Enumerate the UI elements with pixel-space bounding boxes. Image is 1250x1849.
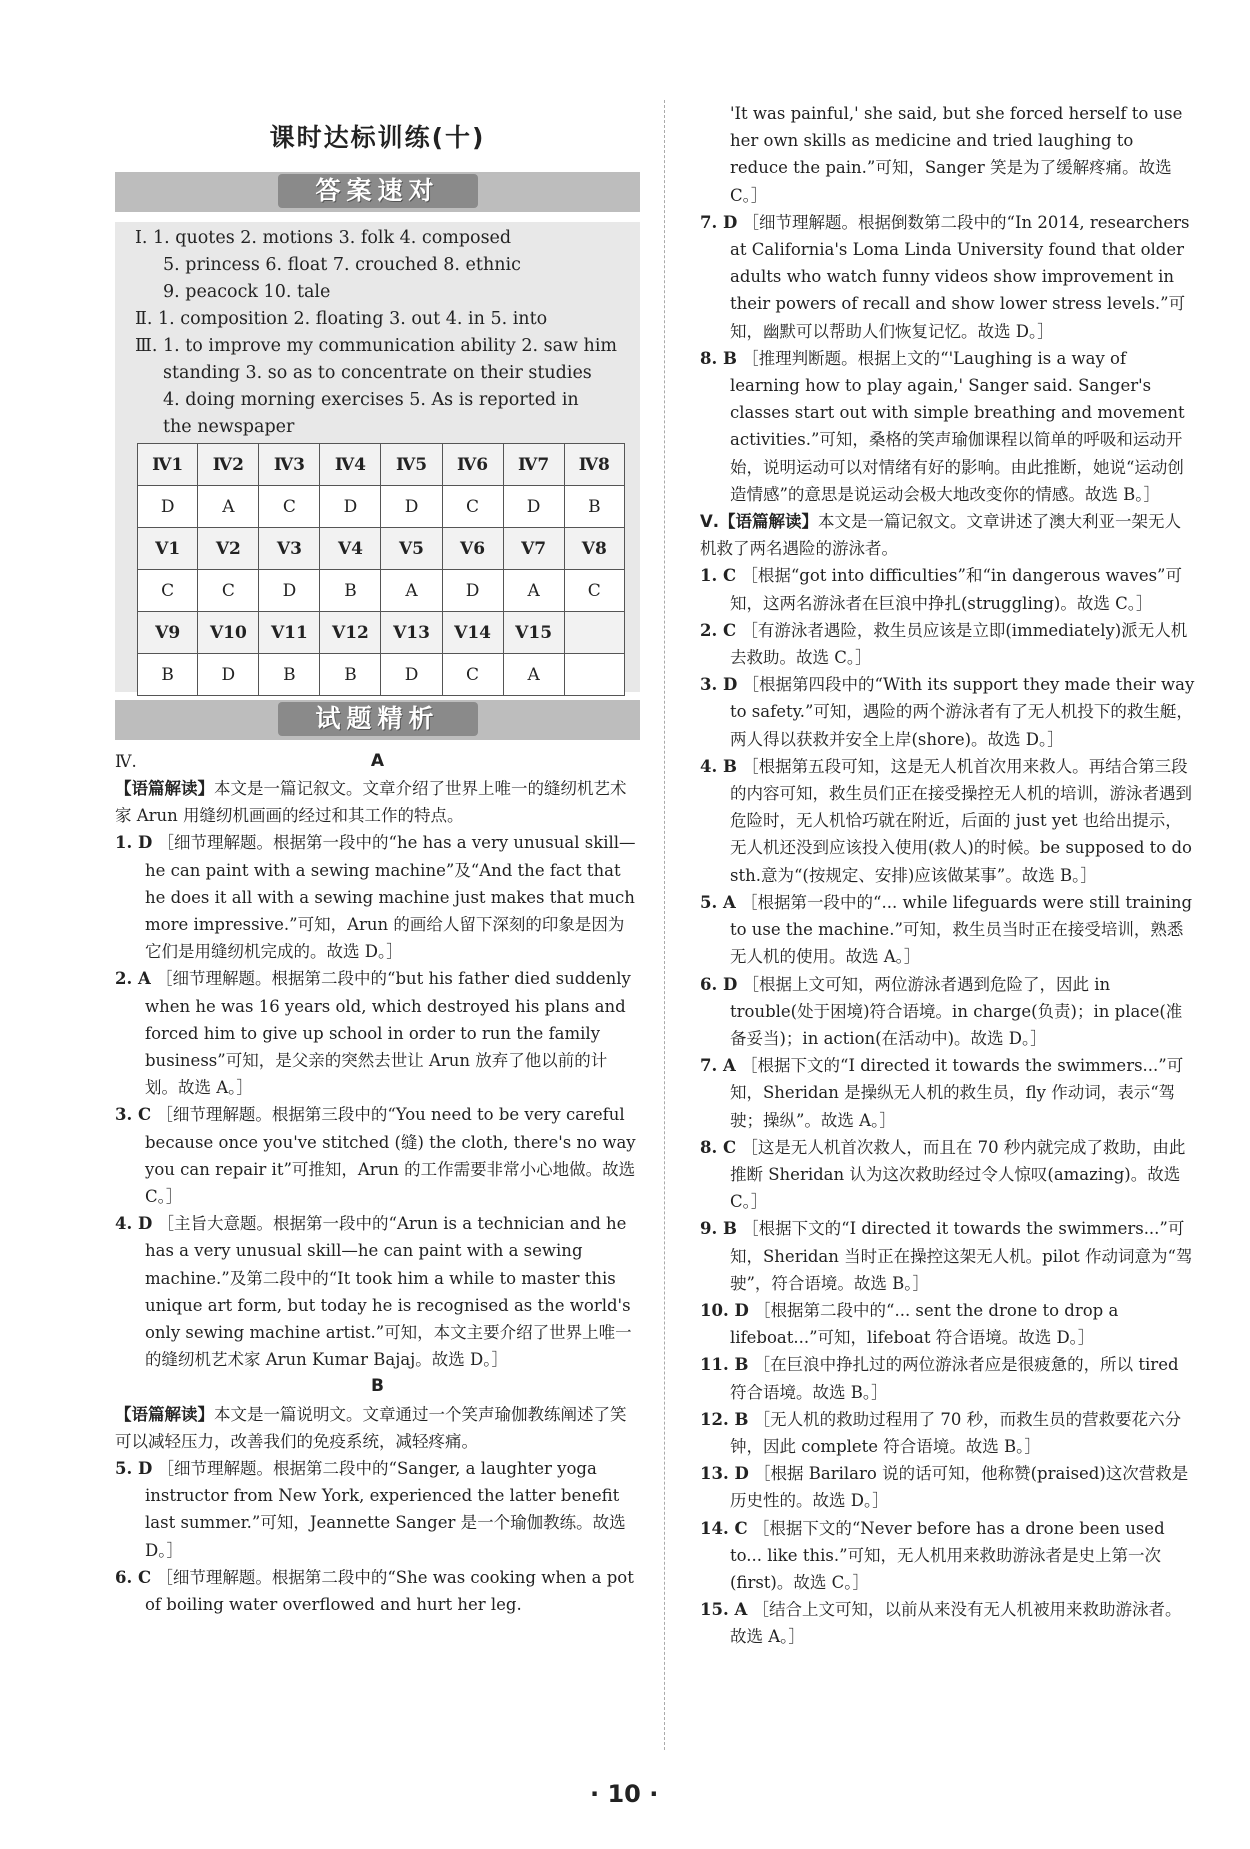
answer-item (700, 1297, 1195, 1351)
passage-b-intro: 【语篇解读】本文是一篇说明文。文章通过一个笑声瑜伽教练阐述了笑可以减轻压力，改善我们的免疫系统，减轻疼痛。 (115, 1404, 627, 1451)
section5-intro: Ⅴ.【语篇解读】本文是一篇记叙文。文章讲述了澳大利亚一架无人机救了两名遇险的游泳者。 (700, 512, 1182, 559)
item-number: 2. A (115, 969, 151, 989)
page-number: · 10 · (590, 1780, 659, 1808)
item-text: ［根据第四段中的“With its support they made their way to safety.”可知，遇险的两个游泳者有了无人机投下的救生艇，两人得以获救并安全上岸(shore)。故选 D。］ (730, 675, 1195, 749)
item-text: ［根据下文的“Never before has a drone been used to... like this.”可知，无人机用来救助游泳者是史上第一次(first)。故选 C。］ (730, 1518, 1165, 1592)
grid-header-row (138, 612, 625, 654)
grid-cell: A (198, 486, 259, 528)
item-number: 7. D (700, 212, 738, 232)
item-number: 15. A (700, 1600, 748, 1620)
grid-cell: Ⅴ4 (320, 528, 381, 570)
grid-cell: Ⅳ2 (198, 444, 259, 486)
grid-cell: D (381, 654, 442, 696)
answers-banner-label: 答案速对 (278, 174, 478, 208)
grid-cell: A (503, 570, 564, 612)
answer-item (700, 1515, 1195, 1597)
passage-a-intro: 【语篇解读】本文是一篇记叙文。文章介绍了世界上唯一的缝纫机艺术家 Arun 用缝纫机画画的经过和其工作的特点。 (115, 779, 627, 826)
grid-cell: C (259, 486, 320, 528)
answer-line: 9. peacock 10. tale (163, 282, 331, 302)
item-number: 5. D (115, 1459, 153, 1479)
item-text: ［细节理解题。根据第一段中的“he has a very unusual skill—he can paint with a sewing machine”及“And the fact that he does it all with a sewing machine just makes that much more impressive.”可知，Arun 的画给人留下深刻的印象是因为它们是用缝纫机完成的。故选 D。］ (145, 833, 636, 962)
item-number: 3. C (115, 1105, 152, 1125)
grid-cell: Ⅴ8 (564, 528, 624, 570)
grid-cell: C (564, 570, 624, 612)
item-text: ［根据第二段中的“... sent the drone to drop a lifeboat...”可知，lifeboat 符合语境。故选 D。］ (730, 1300, 1119, 1348)
passage-a-label: A (370, 751, 385, 771)
grid-header-row (138, 444, 625, 486)
answers-banner (115, 172, 640, 212)
grid-cell: Ⅳ4 (320, 444, 381, 486)
answer-item (115, 829, 640, 965)
answer-item (115, 965, 640, 1101)
answer-item (700, 971, 1195, 1053)
grid-cell: B (138, 654, 198, 696)
grid-cell: Ⅳ7 (503, 444, 564, 486)
page-title: 课时达标训练(十) (269, 123, 486, 152)
answer-line: standing 3. so as to concentrate on their studies (163, 363, 592, 383)
answer-item (700, 889, 1195, 971)
grid-cell: Ⅳ5 (381, 444, 442, 486)
grid-cell: D (442, 570, 503, 612)
grid-answer-row (138, 654, 625, 696)
grid-cell: C (198, 570, 259, 612)
grid-cell: Ⅴ15 (503, 612, 564, 654)
grid-cell: Ⅴ13 (381, 612, 442, 654)
right-column (700, 100, 1195, 1651)
grid-cell: Ⅴ3 (259, 528, 320, 570)
item-number: 1. D (115, 833, 153, 853)
grid-cell: Ⅴ10 (198, 612, 259, 654)
grid-cell: D (381, 486, 442, 528)
grid-cell: D (503, 486, 564, 528)
item-text: ［根据第五段可知，这是无人机首次用来救人。再结合第三段的内容可知，救生员们正在接受操控无人机的培训，游泳者遇到危险时，无人机恰巧就在附近，后面的 just yet 也给出提示，无人机还没到应该投入使用(救人)的时候。be supposed to do sth.意为“(按规定、安排)应该做某事”。故选 B。］ (730, 756, 1192, 885)
answer-line: Ⅲ. 1. to improve my communication ability 2. saw him (135, 336, 618, 356)
answer-item (700, 1460, 1195, 1514)
grid-cell: D (259, 570, 320, 612)
section-label: Ⅳ. (115, 752, 137, 771)
answer-line: Ⅱ. 1. composition 2. floating 3. out 4. in 5. into (135, 309, 548, 329)
grid-cell: D (138, 486, 198, 528)
item-number: 6. D (700, 974, 738, 994)
answer-item (700, 562, 1195, 616)
item-number: 4. D (115, 1214, 153, 1234)
item-number: 5. A (700, 892, 736, 912)
item-text: ［细节理解题。根据第三段中的“You need to be very careful because once you've stitched (缝) the cloth, there's no way you can repair it”可推知，Arun 的工作需要非常小心地做。故选 C。］ (145, 1105, 636, 1207)
grid-cell: Ⅴ9 (138, 612, 198, 654)
item-text: ［根据 Barilaro 说的话可知，他称赞(praised)这次营救是历史性的。故选 D。］ (730, 1464, 1189, 1511)
answer-item (700, 617, 1195, 671)
grid-cell: Ⅴ6 (442, 528, 503, 570)
grid-cell (564, 654, 624, 696)
item-number: 7. A (700, 1056, 736, 1076)
grid-cell: Ⅳ6 (442, 444, 503, 486)
column-divider (664, 100, 665, 1750)
grid-cell: Ⅳ1 (138, 444, 198, 486)
item-text: ［有游泳者遇险，救生员应该是立即(immediately)派无人机去救助。故选 C。］ (730, 620, 1188, 668)
analysis-banner-label: 试题精析 (278, 702, 478, 736)
grid-cell: A (381, 570, 442, 612)
answer-grid (137, 443, 625, 696)
item-text: ［这是无人机首次救人，而且在 70 秒内就完成了救助，由此推断 Sheridan 认为这次救助经过令人惊叹(amazing)。故选 C。］ (730, 1137, 1186, 1212)
item-number: 12. B (700, 1409, 749, 1429)
grid-cell: A (503, 654, 564, 696)
grid-cell: Ⅴ11 (259, 612, 320, 654)
answer-item (700, 1215, 1195, 1297)
item-number: 9. B (700, 1219, 737, 1239)
grid-cell: Ⅳ8 (564, 444, 624, 486)
left-column (115, 748, 640, 1618)
grid-cell: Ⅴ12 (320, 612, 381, 654)
item-number: 2. C (700, 620, 737, 640)
item-number: 3. D (700, 675, 738, 695)
item-text: ［主旨大意题。根据第一段中的“Arun is a technician and he has a very unusual skill—he can paint with a sewing machine.”及第二段中的“It took him a while to master this unique art form, but today he is recognised as the world's only sewing machine artist.”可知，本文主要介绍了世界上唯一的缝纫机艺术家 Arun Kumar Bajaj。故选 D。］ (145, 1214, 632, 1370)
item-number: 1. C (700, 566, 737, 586)
answer-item (700, 1351, 1195, 1405)
item-number: 4. B (700, 756, 737, 776)
item-text: ［结合上文可知，以前从来没有无人机被用来救助游泳者。故选 A。］ (730, 1600, 1182, 1647)
grid-cell: Ⅴ14 (442, 612, 503, 654)
grid-cell: D (198, 654, 259, 696)
answer-item (700, 345, 1195, 508)
answer-item (700, 671, 1195, 753)
item-number: 10. D (700, 1300, 749, 1320)
grid-cell: B (320, 654, 381, 696)
item-number: 13. D (700, 1464, 749, 1484)
item-text: ［根据下文的“I directed it towards the swimmers...”可知，Sheridan 当时正在操控这架无人机。pilot 作动词意为“驾驶”，符合语境。故选 B。］ (730, 1219, 1193, 1293)
item-text: ［细节理解题。根据倒数第二段中的“In 2014, researchers at California's Loma Linda University found that older adults who watch funny videos show improvement in their powers of recall and show lower stress levels.”可知，幽默可以帮助人们恢复记忆。故选 D。］ (730, 212, 1190, 341)
continuation-text: 'It was painful,' she said, but she forced herself to use her own skills as medicine and tried laughing to reduce the pain.”可知，Sanger 笑是为了缓解疼痛。故选 C。］ (730, 104, 1183, 205)
item-text: ［根据“got into difficulties”和“in dangerous waves”可知，这两名游泳者在巨浪中挣扎(struggling)。故选 C。］ (730, 566, 1182, 613)
grid-header-row (138, 528, 625, 570)
grid-cell: Ⅴ1 (138, 528, 198, 570)
item-number: 6. C (115, 1567, 152, 1587)
grid-cell: Ⅴ2 (198, 528, 259, 570)
item-text: ［推理判断题。根据上文的“'Laughing is a way of learning how to play again,' Sanger said. Sanger's classes start out with simple breathing and movement activities.”可知，桑格的笑声瑜伽课程以简单的呼吸和运动开始，说明运动可以对情绪有好的影响。由此推断，她说“运动创造情感”的意思是说运动会极大地改变你的情感。故选 B。］ (730, 348, 1185, 504)
grid-cell: Ⅴ7 (503, 528, 564, 570)
grid-cell (564, 612, 624, 654)
answer-item (700, 1052, 1195, 1134)
item-number: 8. C (700, 1137, 737, 1157)
answer-item (115, 1210, 640, 1373)
grid-cell: D (320, 486, 381, 528)
answer-item (115, 1101, 640, 1210)
grid-cell: B (320, 570, 381, 612)
grid-answer-row (138, 570, 625, 612)
answer-item (115, 1564, 640, 1618)
grid-cell: Ⅴ5 (381, 528, 442, 570)
grid-cell: C (138, 570, 198, 612)
item-text: ［细节理解题。根据第二段中的“Sanger, a laughter yoga instructor from New York, experienced the latter benefit last summer.”可知，Jeannette Sanger 是一个瑜伽教练。故选 D。］ (145, 1459, 626, 1560)
answer-item (700, 753, 1195, 889)
grid-cell: Ⅳ3 (259, 444, 320, 486)
item-text: ［细节理解题。根据第二段中的“but his father died suddenly when he was 16 years old, which destroyed his plans and forced him to give up school in order to run the family business”可知，是父亲的突然去世让 Arun 放弃了他以前的计划。故选 A。］ (145, 969, 631, 1098)
answer-line: the newspaper (163, 417, 295, 437)
answer-line: 5. princess 6. float 7. crouched 8. ethnic (163, 255, 521, 275)
item-text: ［根据第一段中的“... while lifeguards were still training to use the machine.”可知，救生员当时正在接受培训，熟悉无人机的使用。故选 A。］ (730, 892, 1193, 967)
item-text: ［无人机的救助过程用了 70 秒，而救生员的营救要花六分钟，因此 complete 符合语境。故选 B。］ (730, 1409, 1182, 1456)
answer-item (700, 1134, 1195, 1216)
answer-line: 4. doing morning exercises 5. As is reported in (163, 390, 579, 410)
item-number: 11. B (700, 1355, 749, 1375)
item-number: 8. B (700, 348, 737, 368)
answer-lines (135, 225, 630, 441)
analysis-banner (115, 700, 640, 740)
answer-line: Ⅰ. 1. quotes 2. motions 3. folk 4. composed (135, 228, 512, 248)
answer-item (700, 209, 1195, 345)
item-text: ［根据上文可知，两位游泳者遇到危险了，因此 in trouble(处于困境)符合语境。in charge(负责)；in place(准备妥当)；in action(在活动中)。故选 D。］ (730, 974, 1183, 1048)
answer-item (115, 1455, 640, 1564)
item-text: ［细节理解题。根据第二段中的“She was cooking when a pot of boiling water overflowed and hurt her leg. (145, 1567, 634, 1615)
passage-b-label: B (371, 1376, 384, 1397)
grid-cell: C (442, 654, 503, 696)
answer-item (700, 1406, 1195, 1460)
grid-cell: C (442, 486, 503, 528)
grid-answer-row (138, 486, 625, 528)
grid-cell: B (259, 654, 320, 696)
answer-item (700, 1596, 1195, 1650)
item-text: ［根据下文的“I directed it towards the swimmers...”可知，Sheridan 是操纵无人机的救生员，fly 作动词，表示“驾驶；操纵”。故选 A。］ (730, 1056, 1184, 1130)
item-number: 14. C (700, 1518, 748, 1538)
grid-cell: B (564, 486, 624, 528)
item-text: ［在巨浪中挣扎过的两位游泳者应是很疲惫的，所以 tired 符合语境。故选 B。］ (730, 1355, 1179, 1402)
